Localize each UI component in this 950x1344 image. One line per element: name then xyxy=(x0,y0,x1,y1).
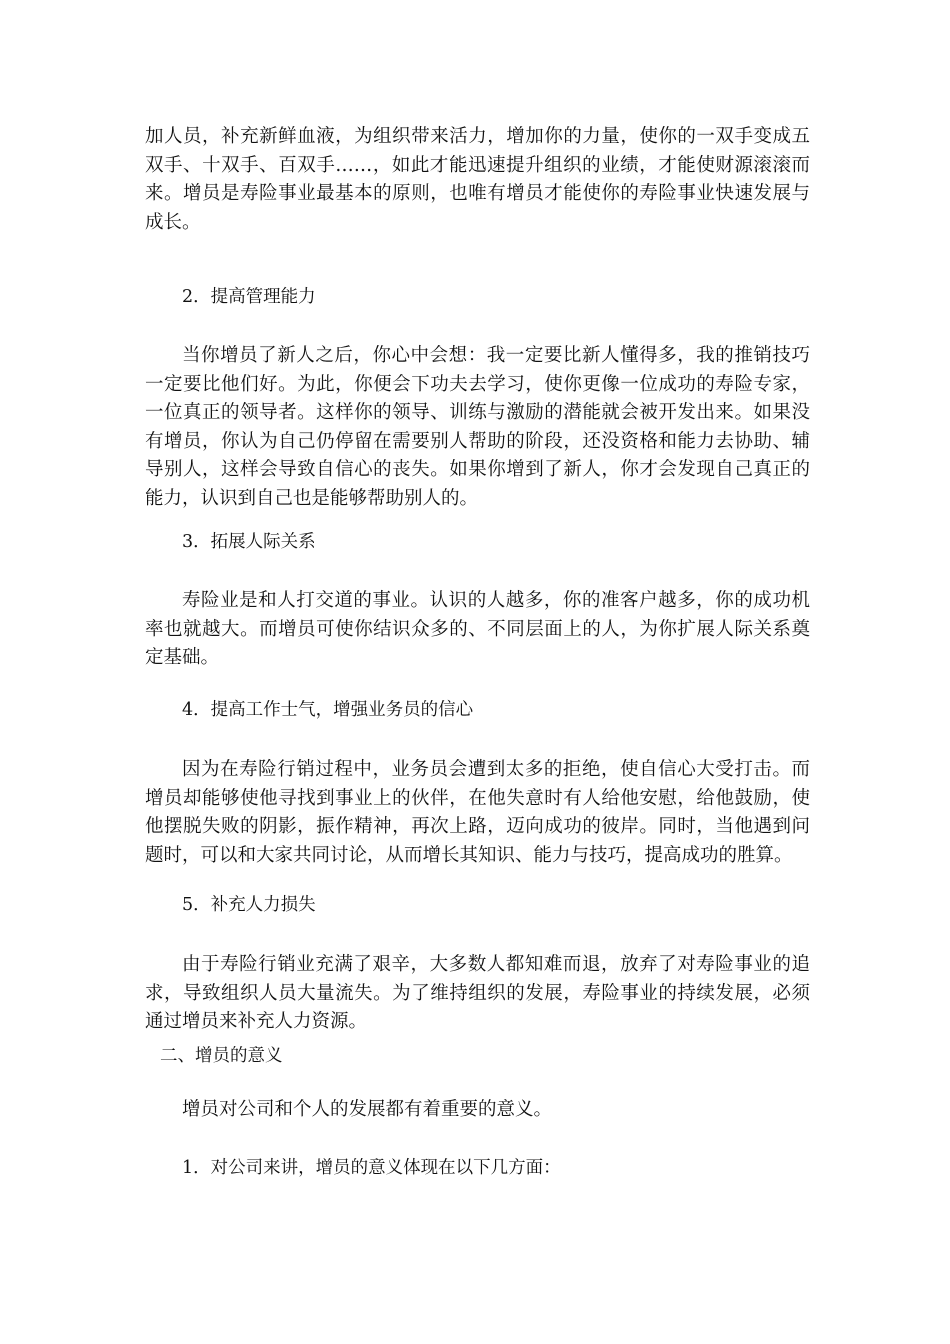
section-heading-morale: 4．提高工作士气，增强业务员的信心 xyxy=(182,700,474,720)
intro-paragraph: 加人员，补充新鲜血液，为组织带来活力，增加你的力量，使你的一双手变成五双手、十双手、百双手……，如此才能迅速提升组织的业绩，才能使财源滚滚而来。增员是寿险事业最基本的原则，也唯有增员才能使你的寿险事业快速发展与成长。 xyxy=(145,126,810,233)
part-two-subheading: 1．对公司来讲，增员的意义体现在以下几方面： xyxy=(182,1158,561,1178)
part-two-heading: 二、增员的意义 xyxy=(160,1046,283,1066)
part-two-intro: 增员对公司和个人的发展都有着重要的意义。 xyxy=(182,1099,553,1120)
section-heading-relationships: 3．拓展人际关系 xyxy=(182,532,316,552)
section-body-staffing: 由于寿险行销业充满了艰辛，大多数人都知难而退，放弃了对寿险事业的追求，导致组织人员大量流失。为了维持组织的发展，寿险事业的持续发展，必须通过增员来补充人力资源。 xyxy=(145,954,810,1032)
section-body-relationships: 寿险业是和人打交道的事业。认识的人越多，你的准客户越多，你的成功机率也就越大。而增员可使你结识众多的、不同层面上的人，为你扩展人际关系奠定基础。 xyxy=(145,590,810,668)
section-body-morale: 因为在寿险行销过程中，业务员会遭到太多的拒绝，使自信心大受打击。而增员却能够使他寻找到事业上的伙伴，在他失意时有人给他安慰，给他鼓励，使他摆脱失败的阴影，振作精神，再次上路，迈向成功的彼岸。同时，当他遇到问题时，可以和大家共同讨论，从而增长其知识、能力与技巧，提高成功的胜算。 xyxy=(145,759,810,866)
section-heading-staffing: 5．补充人力损失 xyxy=(182,895,316,915)
section-heading-management: 2．提高管理能力 xyxy=(182,287,316,307)
section-body-management: 当你增员了新人之后，你心中会想：我一定要比新人懂得多，我的推销技巧一定要比他们好。为此，你便会下功夫去学习，使你更像一位成功的寿险专家，一位真正的领导者。这样你的领导、训练与激励的潜能就会被开发出来。如果没有增员，你认为自己仍停留在需要别人帮助的阶段，还没资格和能力去协助、辅导别人，这样会导致自信心的丧失。如果你增到了新人，你才会发现自己真正的能力，认识到自己也是能够帮助别人的。 xyxy=(145,345,810,509)
